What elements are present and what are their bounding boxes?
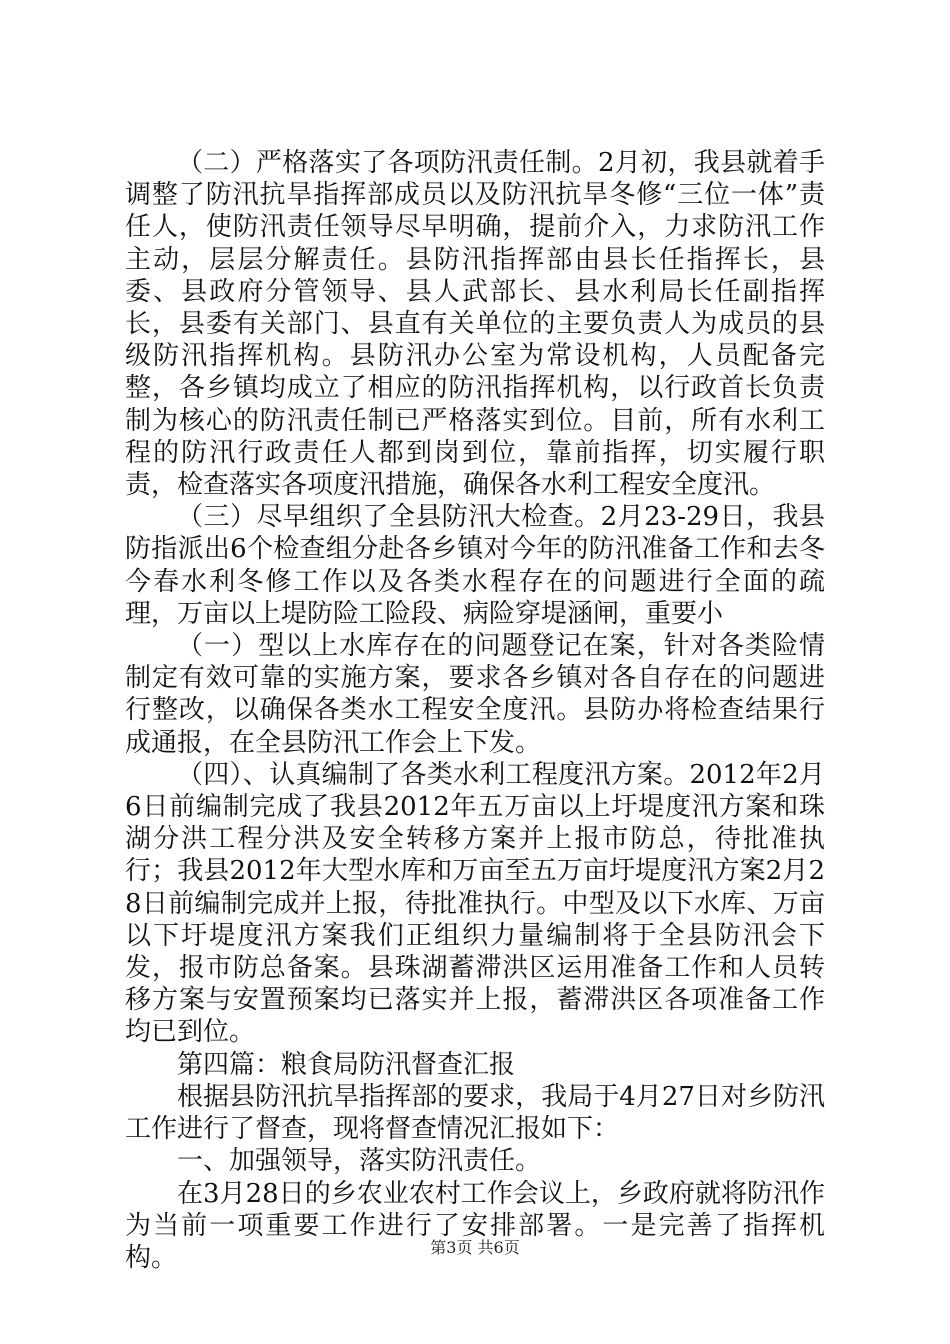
subsection-heading: 一、加强领导，落实防汛责任。 [177, 1146, 542, 1177]
paragraph: 根据县防汛抗旱指挥部的要求，我局于4月27日对乡防汛工作进行了督查，现将督查情况汇报如下： [125, 1081, 825, 1145]
paragraph: （四）、认真编制了各类水利工程度汛方案。2012年2月6日前编制完成了我县2012年五万亩以上圩堤度汛方案和珠湖分洪工程分洪及安全转移方案并上报市防总，待批准执行；我县2012年大型水库和万亩至五万亩圩堤度汛方案2月28日前编制完成并上报，待批准执行。中型及以下水库、万亩以下圩堤度汛方案我们正组织力量编制将于全县防汛会下发，报市防总备案。县珠湖蓄滞洪区运用准备工作和人员转移方案与安置预案均已落实并上报，蓄滞洪区各项准备工作均已到位。 [125, 759, 825, 1048]
paragraph: （一）型以上水库存在的问题登记在案，针对各类险情制定有效可靠的实施方案，要求各乡镇对各自存在的问题进行整改，以确保各类水工程安全度汛。县防办将检查结果行成通报，在全县防汛工作会上下发。 [125, 631, 825, 758]
paragraph: （二）严格落实了各项防汛责任制。2月初，我县就着手调整了防汛抗旱指挥部成员以及防汛抗旱冬修“三位一体”责任人，使防汛责任领导尽早明确，提前介入，力求防汛工作主动，层层分解责任。县防汛指挥部由县长任指挥长，县委、县政府分管领导、县人武部长、县水利局长任副指挥长，县委有关部门、县直有关单位的主要负责人为成员的县级防汛指挥机构。县防汛办公室为常设机构，人员配备完整，各乡镇均成立了相应的防汛指挥机构，以行政首长负责制为核心的防汛责任制已严格落实到位。目前，所有水利工程的防汛行政责任人都到岗到位，靠前指挥，切实履行职责，检查落实各项度汛措施，确保各水利工程安全度汛。 [125, 148, 825, 501]
paragraph: （三）尽早组织了全县防汛大检查。2月23-29日，我县防指派出6个检查组分赴各乡镇对今年的防汛准备工作和去冬今春水利冬修工作以及各类水程存在的问题进行全面的疏理，万亩以上堤防险工险段、病险穿堤涵闸，重要小 [125, 502, 825, 629]
paragraph: 在3月28日的乡农业农村工作会议上，乡政府就将防汛作为当前一项重要工作进行了安排部署。一是完善了指挥机构。 [125, 1178, 825, 1273]
section-heading: 第四篇：粮食局防汛督查汇报 [177, 1049, 516, 1080]
page-footer: 第3页 共6页 [430, 1238, 520, 1257]
document-body [125, 147, 825, 1274]
